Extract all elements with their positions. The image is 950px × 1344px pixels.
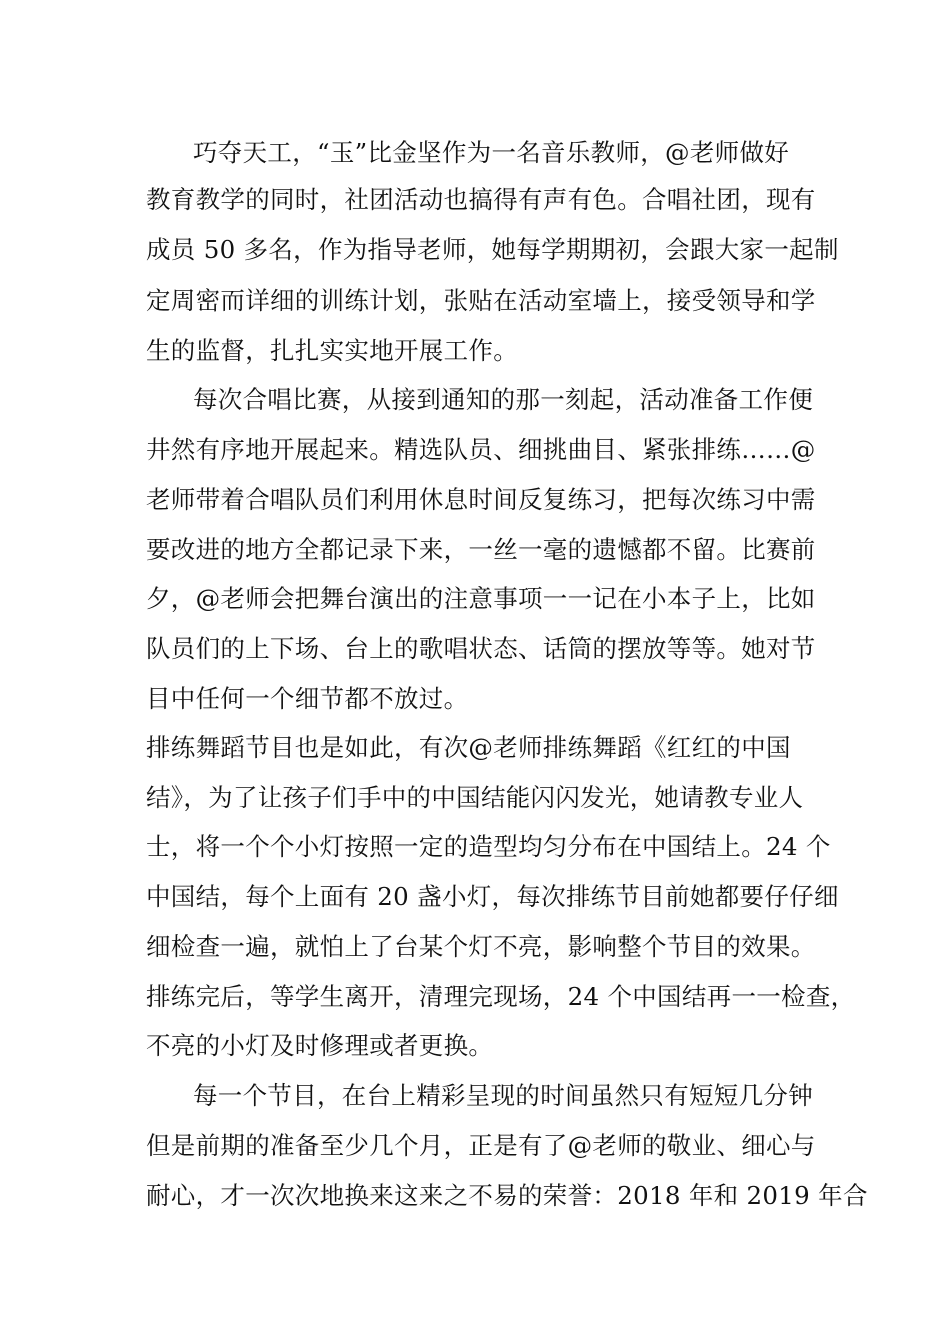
paragraph-4-line-2: 但是前期的准备至少几个月，正是有了@老师的敬业、细心与 [146,1131,816,1160]
paragraph-1-line-3: 成员 50 多名，作为指导老师，她每学期期初，会跟大家一起制 [146,235,839,264]
paragraph-2-line-4: 要改进的地方全都记录下来，一丝一毫的遗憾都不留。比赛前 [146,535,816,564]
paragraph-1-line-1: 巧夺天工，“玉”比金坚作为一名音乐教师，@老师做好 [193,138,790,167]
paragraph-2-line-3: 老师带着合唱队员们利用休息时间反复练习，把每次练习中需 [146,485,816,514]
paragraph-3-line-5: 细检查一遍，就怕上了台某个灯不亮，影响整个节目的效果。 [146,932,816,961]
paragraph-2-line-1: 每次合唱比赛，从接到通知的那一刻起，活动准备工作便 [193,385,813,414]
paragraph-3-line-7: 不亮的小灯及时修理或者更换。 [146,1031,494,1060]
paragraph-2-line-2: 井然有序地开展起来。精选队员、细挑曲目、紧张排练……@ [146,435,816,464]
paragraph-2-line-7: 目中任何一个细节都不放过。 [146,684,469,713]
paragraph-3-line-2: 结》，为了让孩子们手中的中国结能闪闪发光，她请教专业人 [146,783,804,812]
paragraph-2-line-5: 夕，@老师会把舞台演出的注意事项一一记在小本子上，比如 [146,584,816,613]
paragraph-1-line-5: 生的监督，扎扎实实地开展工作。 [146,336,518,365]
paragraph-1-line-4: 定周密而详细的训练计划，张贴在活动室墙上，接受领导和学 [146,286,816,315]
paragraph-4-line-1: 每一个节目，在台上精彩呈现的时间虽然只有短短几分钟 [193,1081,813,1110]
paragraph-4-line-3: 耐心，才一次次地换来这来之不易的荣誉：2018 年和 2019 年合 [146,1181,868,1210]
paragraph-3-line-6: 排练完后，等学生离开，清理完现场，24 个中国结再一一检查， [146,982,856,1011]
paragraph-3-line-3: 士，将一个个小灯按照一定的造型均匀分布在中国结上。24 个 [146,832,831,861]
paragraph-3-line-1: 排练舞蹈节目也是如此，有次@老师排练舞蹈《红红的中国 [146,733,791,762]
paragraph-2-line-6: 队员们的上下场、台上的歌唱状态、话筒的摆放等等。她对节 [146,634,816,663]
paragraph-1-line-2: 教育教学的同时，社团活动也搞得有声有色。合唱社团，现有 [146,185,816,214]
paragraph-3-line-4: 中国结，每个上面有 20 盏小灯，每次排练节目前她都要仔仔细 [146,882,839,911]
